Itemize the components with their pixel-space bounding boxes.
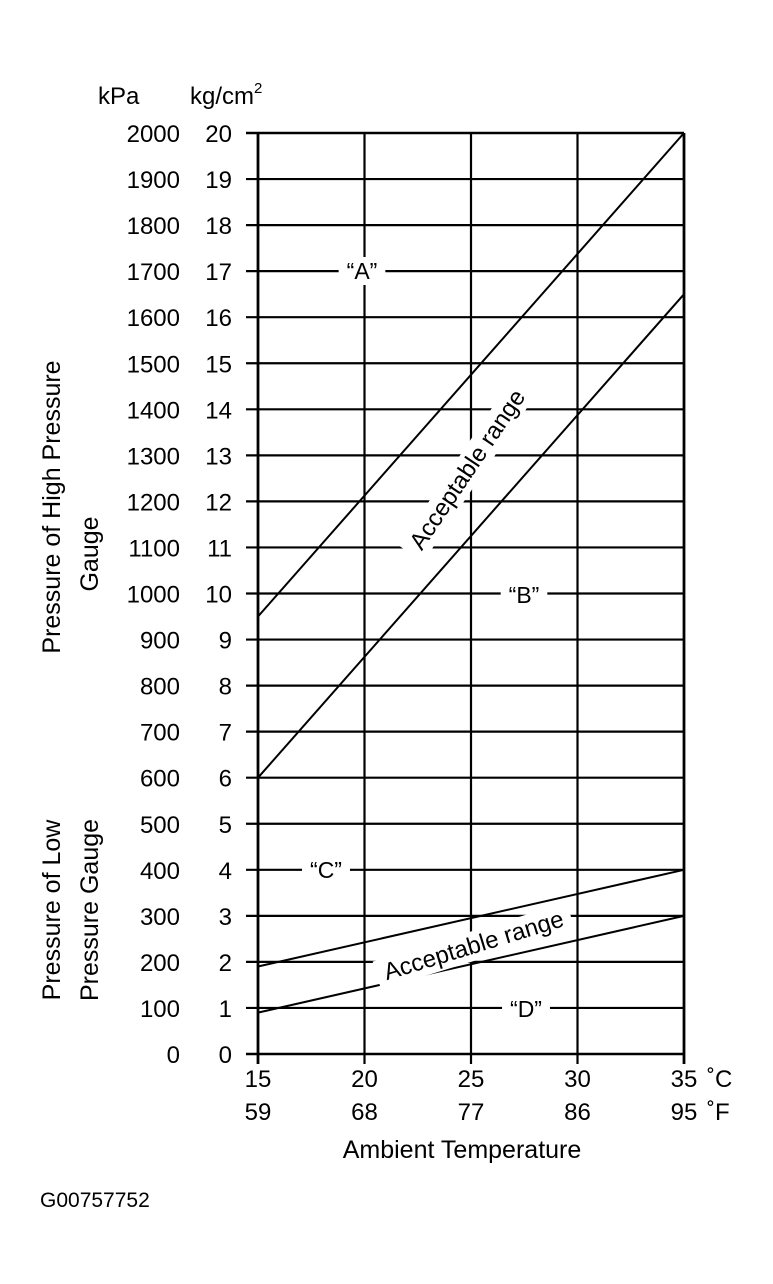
y-tick-kgcm-6: 6 [218,765,232,793]
y-tick-kgcm-13: 13 [205,443,232,471]
x-tick-c-20: 20 [351,1066,378,1093]
x-tick-c-15: 15 [244,1066,272,1093]
figure-code: G00757752 [40,1189,150,1212]
y-tick-kgcm-10: 10 [205,581,232,609]
kgcm-unit-label [190,80,262,110]
acceptable-range-low-label: Acceptable range [380,905,568,987]
y-axis-title-low-line2: Pressure Gauge [76,818,104,1002]
y-tick-kgcm-12: 12 [205,489,232,517]
y-tick-kpa-1700: 1700 [126,259,180,287]
x-tick-f-86: 86 [564,1099,591,1126]
y-tick-kpa-1300: 1300 [126,443,180,471]
x-axis-fahrenheit-ticks [245,1099,698,1126]
y-axis-kpa-ticks [127,121,180,1069]
y-tick-kpa-400: 400 [139,857,180,885]
y-tick-kgcm-20: 20 [205,121,232,148]
region-b-label: “B” [508,582,540,608]
y-tick-kgcm-14: 14 [205,397,232,425]
x-unit-fahrenheit: ˚F [707,1099,730,1126]
x-tick-c-25: 25 [457,1066,485,1093]
x-axis-title: Ambient Temperature [342,1136,582,1164]
y-tick-kpa-1600: 1600 [126,305,180,333]
x-tick-c-35: 35 [670,1066,698,1093]
y-tick-kpa-1800: 1800 [126,213,180,241]
y-axis-title-high [38,360,104,653]
vertical-gridlines [258,133,684,1064]
y-tick-kgcm-1: 1 [218,995,232,1023]
y-tick-kpa-500: 500 [139,811,180,839]
y-tick-kgcm-8: 8 [218,673,232,701]
y-tick-kpa-2000: 2000 [126,121,180,148]
y-tick-kpa-0: 0 [166,1042,180,1069]
y-tick-kgcm-11: 11 [207,535,232,563]
y-tick-kgcm-4: 4 [218,857,232,885]
region-c-label: “C” [310,857,342,883]
y-tick-kpa-1400: 1400 [126,397,180,425]
y-tick-kpa-800: 800 [139,673,180,701]
y-tick-kgcm-18: 18 [205,213,232,241]
kgcm-unit-text: kg/cm [190,83,255,110]
x-tick-c-30: 30 [564,1066,591,1093]
y-axis-title-high-line1: Pressure of High Pressure [38,360,66,654]
kgcm-unit-superscript: 2 [254,80,263,97]
y-axis-title-low-line1: Pressure of Low [38,819,66,1001]
y-tick-kpa-700: 700 [139,719,180,747]
y-tick-kgcm-7: 7 [218,719,232,747]
y-axis-title-low [38,819,104,1001]
y-tick-kpa-1200: 1200 [126,489,180,517]
y-tick-kgcm-16: 16 [205,305,232,333]
region-a-label: “A” [346,258,378,284]
x-tick-f-95: 95 [670,1099,698,1126]
y-tick-kgcm-17: 17 [205,259,232,287]
y-tick-kgcm-2: 2 [218,949,232,977]
y-tick-kgcm-0: 0 [218,1042,232,1069]
kpa-unit-label: kPa [98,83,140,110]
y-axis-title-high-line2: Gauge [76,516,104,592]
y-tick-kpa-600: 600 [139,765,180,793]
horizontal-gridlines [246,133,684,1054]
y-tick-kpa-200: 200 [139,949,180,977]
x-tick-f-77: 77 [457,1099,485,1126]
y-tick-kpa-1100: 1100 [128,535,180,563]
acceptable-range-high-label: Acceptable range [404,384,532,555]
y-tick-kpa-1900: 1900 [126,167,180,195]
y-tick-kpa-900: 900 [139,627,180,655]
y-axis-kgcm-ticks [205,121,232,1069]
region-d-label: “D” [510,996,542,1022]
y-tick-kpa-300: 300 [139,903,180,931]
y-tick-kgcm-15: 15 [205,351,232,379]
y-tick-kgcm-5: 5 [218,811,232,839]
x-tick-f-68: 68 [351,1099,378,1126]
x-tick-f-59: 59 [244,1099,272,1126]
y-tick-kpa-100: 100 [139,995,180,1023]
y-tick-kpa-1500: 1500 [126,351,180,379]
y-tick-kgcm-19: 19 [205,167,232,195]
y-tick-kpa-1000: 1000 [126,581,180,609]
x-unit-celsius: ˚C [707,1066,733,1093]
x-axis-celsius-ticks [245,1066,698,1093]
y-tick-kgcm-3: 3 [218,903,232,931]
y-tick-kgcm-9: 9 [218,627,232,655]
